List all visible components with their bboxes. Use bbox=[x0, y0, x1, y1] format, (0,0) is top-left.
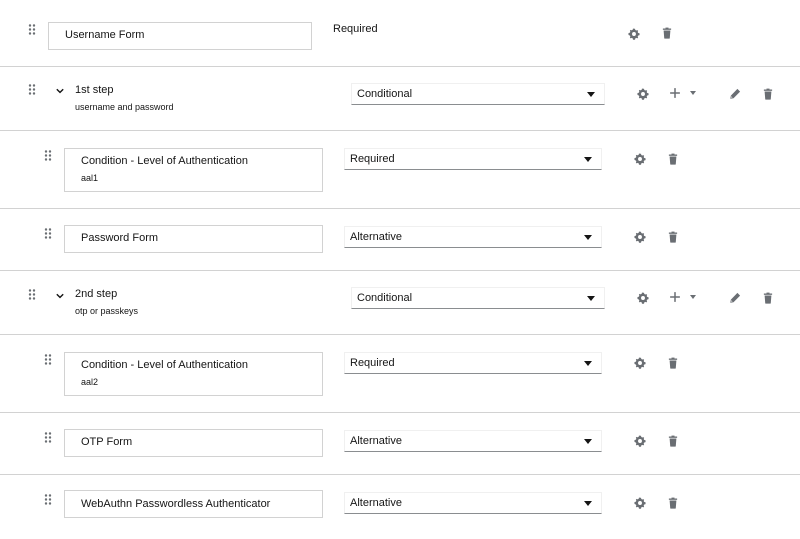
requirement-select-value: Alternative bbox=[350, 497, 402, 509]
subflow-description: username and password bbox=[75, 102, 174, 112]
requirement-select-value: Alternative bbox=[350, 435, 402, 447]
execution-description: aal2 bbox=[81, 377, 99, 387]
caret-down-icon bbox=[584, 361, 592, 366]
drag-handle-icon[interactable] bbox=[28, 84, 36, 95]
execution-name: OTP Form bbox=[81, 436, 133, 448]
caret-down-icon bbox=[690, 91, 696, 95]
subflow-title: 1st step bbox=[75, 84, 114, 96]
execution-row-2nd-step bbox=[0, 271, 800, 335]
drag-handle-icon[interactable] bbox=[28, 289, 36, 300]
execution-name: Username Form bbox=[65, 29, 145, 41]
drag-handle-icon[interactable] bbox=[44, 150, 52, 161]
execution-row-condition-aal2 bbox=[0, 335, 800, 413]
requirement-select[interactable] bbox=[344, 430, 602, 452]
caret-down-icon bbox=[690, 295, 696, 299]
caret-down-icon bbox=[584, 439, 592, 444]
gear-icon[interactable] bbox=[632, 151, 648, 167]
requirement-select[interactable] bbox=[351, 287, 605, 309]
trash-icon[interactable] bbox=[659, 25, 675, 41]
gear-icon[interactable] bbox=[635, 290, 651, 306]
requirement-select-value: Required bbox=[350, 357, 395, 369]
subflow-title: 2nd step bbox=[75, 288, 118, 300]
trash-icon[interactable] bbox=[665, 355, 681, 371]
execution-description: aal1 bbox=[81, 173, 99, 183]
requirement-select[interactable] bbox=[344, 492, 602, 514]
drag-handle-icon[interactable] bbox=[28, 24, 36, 35]
gear-icon[interactable] bbox=[635, 86, 651, 102]
trash-icon[interactable] bbox=[760, 86, 776, 102]
drag-handle-icon[interactable] bbox=[44, 432, 52, 443]
add-step-dropdown[interactable] bbox=[669, 87, 696, 99]
gear-icon[interactable] bbox=[632, 495, 648, 511]
execution-name: Password Form bbox=[81, 232, 159, 244]
execution-name: Condition - Level of Authentication bbox=[81, 155, 248, 167]
subflow-description: otp or passkeys bbox=[75, 306, 139, 316]
drag-handle-icon[interactable] bbox=[44, 354, 52, 365]
trash-icon[interactable] bbox=[665, 495, 681, 511]
execution-row-webauthn-passwordless bbox=[0, 475, 800, 539]
trash-icon[interactable] bbox=[665, 229, 681, 245]
trash-icon[interactable] bbox=[760, 290, 776, 306]
requirement-select[interactable] bbox=[344, 148, 602, 170]
caret-down-icon bbox=[584, 501, 592, 506]
requirement-select-value: Required bbox=[350, 153, 395, 165]
execution-row-otp-form bbox=[0, 413, 800, 475]
requirement-select[interactable] bbox=[351, 83, 605, 105]
caret-down-icon bbox=[587, 296, 595, 301]
trash-icon[interactable] bbox=[665, 151, 681, 167]
gear-icon[interactable] bbox=[632, 433, 648, 449]
execution-row-password-form bbox=[0, 209, 800, 271]
trash-icon[interactable] bbox=[665, 433, 681, 449]
execution-row-condition-aal1 bbox=[0, 131, 800, 209]
requirement-select-value: Alternative bbox=[350, 231, 402, 243]
gear-icon[interactable] bbox=[626, 26, 642, 42]
chevron-down-icon[interactable] bbox=[55, 290, 65, 300]
execution-name: Condition - Level of Authentication bbox=[81, 359, 248, 371]
execution-row-username-form bbox=[0, 0, 800, 67]
requirement-select-value: Conditional bbox=[357, 292, 413, 304]
plus-icon bbox=[669, 87, 681, 99]
gear-icon[interactable] bbox=[632, 229, 648, 245]
gear-icon[interactable] bbox=[632, 355, 648, 371]
pencil-icon[interactable] bbox=[727, 290, 743, 306]
drag-handle-icon[interactable] bbox=[44, 494, 52, 505]
execution-name: WebAuthn Passwordless Authenticator bbox=[81, 498, 271, 510]
execution-row-1st-step bbox=[0, 67, 800, 131]
plus-icon bbox=[669, 291, 681, 303]
chevron-down-icon[interactable] bbox=[55, 85, 65, 95]
caret-down-icon bbox=[584, 235, 592, 240]
caret-down-icon bbox=[587, 92, 595, 97]
requirement-select[interactable] bbox=[344, 226, 602, 248]
pencil-icon[interactable] bbox=[727, 86, 743, 102]
requirement-select-value: Conditional bbox=[357, 88, 413, 100]
add-step-dropdown[interactable] bbox=[669, 291, 696, 303]
requirement-select[interactable] bbox=[344, 352, 602, 374]
caret-down-icon bbox=[584, 157, 592, 162]
requirement-text: Required bbox=[333, 23, 378, 35]
drag-handle-icon[interactable] bbox=[44, 228, 52, 239]
